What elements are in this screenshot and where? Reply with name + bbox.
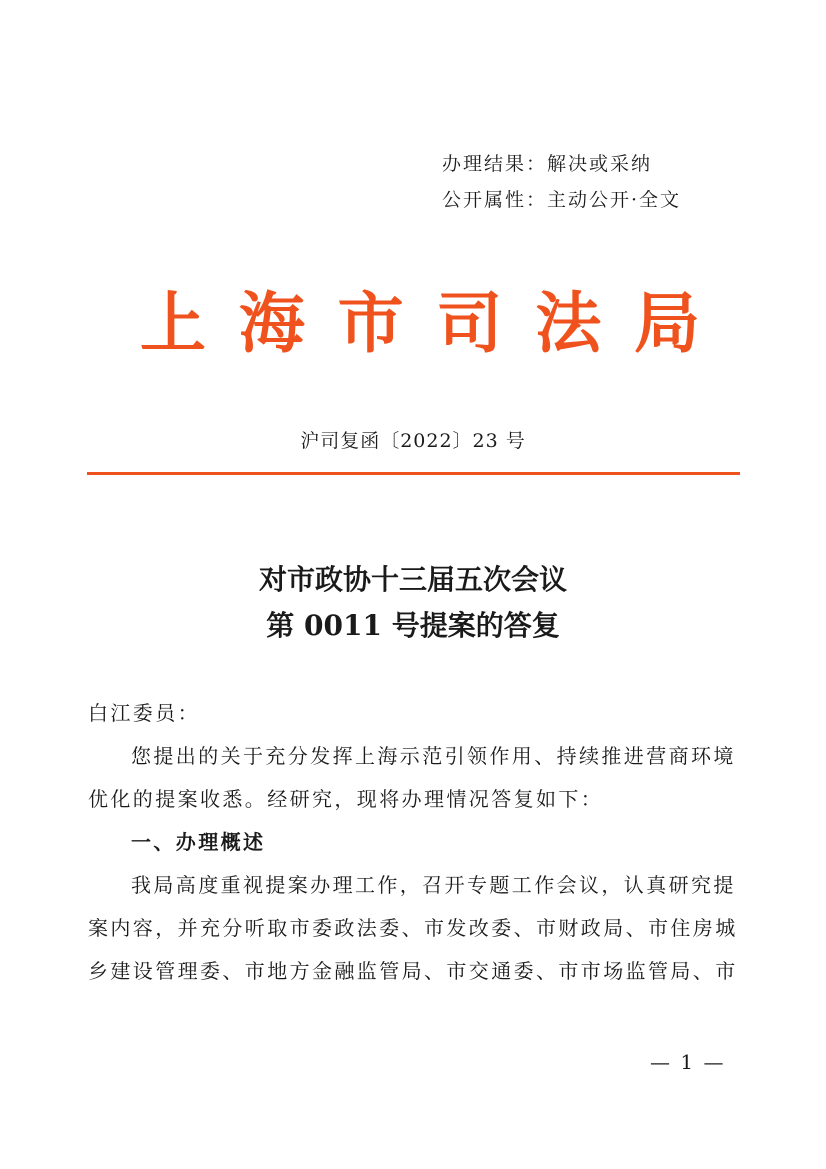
page-number: — 1 —	[650, 1050, 726, 1074]
document-title-line1: 对市政协十三届五次会议	[258, 563, 567, 596]
disclosure-attribute: 公开属性：主动公开·全文	[442, 189, 682, 211]
paragraph-2-line-1: 我局高度重视提案办理工作，召开专题工作会议，认真研究提	[131, 873, 736, 897]
document-number: 沪司复函〔2022〕23 号	[300, 430, 526, 452]
paragraph-2-line-3: 乡建设管理委、市地方金融监管局、市交通委、市市场监管局、市	[88, 959, 738, 983]
agency-char: 上	[140, 284, 206, 362]
handling-result: 办理结果：解决或采纳	[442, 153, 653, 175]
agency-char: 局	[633, 284, 700, 362]
paragraph-2-line-2: 案内容，并充分听取市委政法委、市发改委、市财政局、市住房城	[88, 916, 738, 940]
agency-letterhead	[140, 278, 700, 368]
agency-char: 海	[238, 284, 305, 362]
document-title-line2: 第 0011 号提案的答复	[266, 609, 560, 642]
agency-char: 市	[337, 284, 404, 362]
red-divider	[87, 472, 740, 475]
paragraph-1-line-2: 优化的提案收悉。经研究，现将办理情况答复如下：	[88, 787, 604, 811]
paragraph-1-line-1: 您提出的关于充分发挥上海示范引领作用、持续推进营商环境	[131, 744, 736, 768]
agency-char: 法	[535, 284, 602, 362]
agency-char: 司	[436, 284, 503, 362]
salutation: 白江委员：	[88, 701, 200, 725]
section-heading: 一、办理概述	[131, 830, 266, 854]
